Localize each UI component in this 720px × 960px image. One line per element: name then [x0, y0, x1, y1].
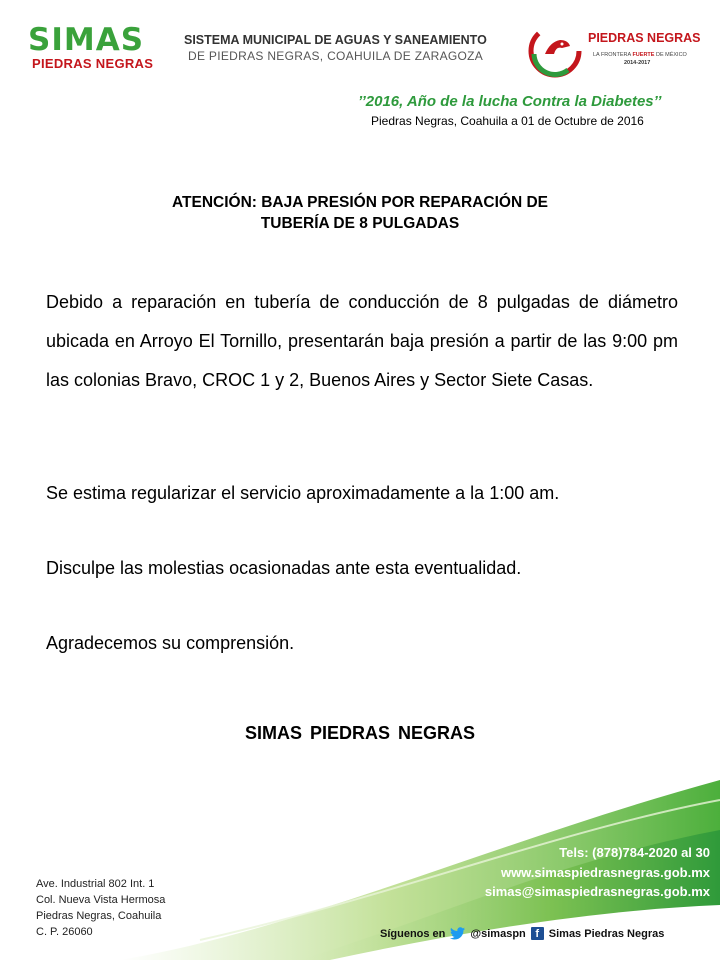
municipio-title: PIEDRAS NEGRAS	[588, 31, 701, 45]
phone-numbers: Tels: (878)784-2020 al 30	[559, 845, 710, 860]
notice-paragraph-2: Se estima regularizar el servicio aproximadamente a la 1:00 am.	[46, 483, 560, 503]
address-line: Col. Nueva Vista Hermosa	[36, 894, 166, 906]
municipio-tagline: LA FRONTERA FUERTE DE MÉXICO	[593, 52, 687, 58]
municipio-emblem-icon	[528, 24, 582, 78]
address-block	[36, 876, 165, 940]
notice-title-line2: TUBERÍA DE 8 PULGADAS	[260, 215, 460, 232]
simas-logo-city: PIEDRAS NEGRAS	[32, 56, 154, 71]
address-line: C. P. 26060	[36, 926, 93, 938]
signature: SIMAS PIEDRAS NEGRAS	[244, 723, 476, 743]
email-link[interactable]: simas@simaspiedrasnegras.gob.mx	[484, 884, 710, 899]
date-line: Piedras Negras, Coahuila a 01 de Octubre de 2016	[371, 114, 644, 128]
twitter-handle[interactable]: @simaspn	[470, 927, 526, 940]
simas-logo-word: SIMAS	[28, 22, 145, 58]
org-name-line2: DE PIEDRAS NEGRAS, COAHUILA DE ZARAGOZA	[188, 49, 484, 63]
facebook-page[interactable]: Simas Piedras Negras	[548, 927, 665, 940]
notice-paragraph-4: Agradecemos su comprensión.	[46, 633, 295, 653]
website-link[interactable]: www.simaspiedrasnegras.gob.mx	[500, 865, 710, 880]
social-follow	[380, 927, 664, 940]
notice-paragraph-1: Debido a reparación en tubería de conducción de 8 pulgadas de diámetro ubicada en Arroyo El Tornillo, presentarán baja presión a partir de las 9:00 pm las colonias Bravo, CROC 1 y 2, Buenos Aires y Sector Siete Casas.	[46, 292, 678, 390]
org-name-line1: SISTEMA MUNICIPAL DE AGUAS Y SANEAMIENTO	[184, 33, 487, 47]
notice-title	[0, 192, 720, 234]
municipio-period: 2014-2017	[624, 60, 651, 66]
notice-paragraph-3: Disculpe las molestias ocasionadas ante esta eventualidad.	[46, 558, 522, 578]
year-motto: ’’2016, Año de la lucha Contra la Diabetes’’	[358, 93, 662, 110]
notice-title-line1: ATENCIÓN: BAJA PRESIÓN POR REPARACIÓN DE	[171, 194, 549, 211]
follow-label: Síguenos en	[380, 927, 446, 940]
twitter-icon[interactable]	[450, 927, 465, 940]
address-line: Ave. Industrial 802 Int. 1	[36, 878, 155, 890]
facebook-icon[interactable]: f	[531, 927, 544, 940]
address-line: Piedras Negras, Coahuila	[36, 910, 162, 922]
